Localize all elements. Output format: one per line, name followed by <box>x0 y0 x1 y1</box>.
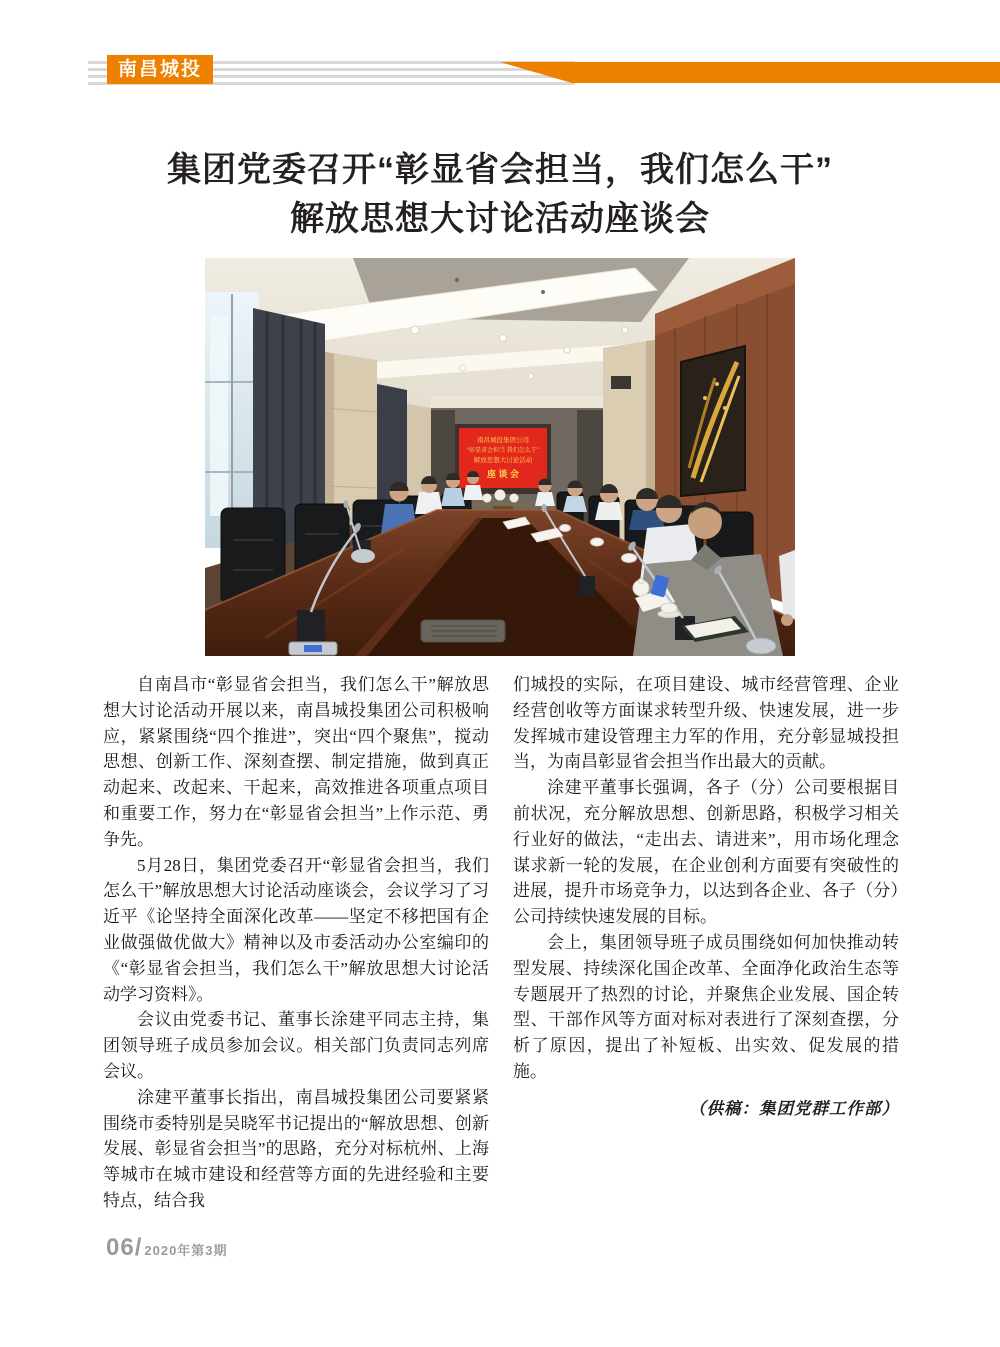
article-title-line1: 集团党委召开“彰显省会担当，我们怎么干” <box>167 151 833 189</box>
paragraph: 涂建平董事长指出，南昌城投集团公司要紧紧围绕市委特别是吴晓军书记提出的“解放思想、创新发展、彰显省会担当”的思路，充分对标杭州、上海等城市在城市建设和经营等方面的先进经验和主要特点，结合我 <box>103 1087 489 1210</box>
paragraph: 涂建平董事长强调，各子（分）公司要根据目前状况，充分解放思想、创新思路，积极学习相关行业好的做法，“走出去、请进来”，用市场化理念谋求新一轮的发展，在企业创利方面要有突破性的进展，提升市场竞争力，以达到各企业、各子（分）公司持续快速发展的目标。 <box>513 778 899 927</box>
footer-issue: 2020年第3期 <box>144 1243 228 1258</box>
header-orange-band <box>500 62 1000 83</box>
paragraph: 5月28日，集团党委召开“彰显省会担当，我们怎么干”解放思想大讨论活动座谈会，会议学习了习近平《论坚持全面深化改革——坚定不移把国有企业做强做优做大》精神以及市委活动办公室编印的《“彰显省会担当，我们怎么干”解放思想大讨论活动学习资料》。 <box>103 855 489 1004</box>
left-column <box>103 672 489 1214</box>
paragraph: 自南昌市“彰显省会担当，我们怎么干”解放思想大讨论活动开展以来，南昌城投集团公司积极响应，紧紧围绕“四个推进”，突出“四个聚焦”，搅动思想、创新工作、深刻查摆、制定措施，做到真正动起来、改起来、干起来，高效推进各项重点项目和重要工作，努力在“彰显省会担当”上作示范、勇争先。 <box>103 675 489 849</box>
screen-text-line: 解放思想大讨论活动 <box>473 457 533 464</box>
led-screen <box>455 424 551 494</box>
gold-painting <box>681 346 745 496</box>
wall-panel <box>611 376 631 389</box>
cable-hatch <box>421 620 505 642</box>
article-title <box>0 146 1000 244</box>
screen-text-line: 南昌城投集团公司 <box>477 437 529 444</box>
article-title-line2: 解放思想大讨论活动座谈会 <box>290 200 710 238</box>
right-column <box>513 672 899 1214</box>
section-badge: 南昌城投 <box>107 55 213 84</box>
footer-page-number: 06/ <box>106 1234 143 1261</box>
page-footer <box>106 1234 228 1262</box>
paragraph-continuation: 们城投的实际，在项目建设、城市经营管理、企业经营创收等方面谋求转型升级、快速发展，进一步发挥城市建设管理主力军的作用，充分彰显城投担当，为南昌彰显省会担当作出最大的贡献。 <box>513 675 899 772</box>
screen-text-line: “彰显省会担当 我们怎么干” <box>467 448 539 454</box>
byline: （供稿：集团党群工作部） <box>689 1098 899 1118</box>
article-body <box>103 672 900 1214</box>
paragraph: 会上，集团领导班子成员围绕如何加快推动转型发展、持续深化国企改革、全面净化政治生态等专题展开了热烈的讨论，并聚焦企业发展、国企转型、干部作风等方面对标对表进行了深刻查摆，分析了原因，提出了补短板、出实效、促发展的措施。 <box>513 932 899 1081</box>
screen-text-line: 座 谈 会 <box>486 469 520 479</box>
paragraph: 会议由党委书记、董事长涂建平同志主持，集团领导班子成员参加会议。相关部门负责同志列席会议。 <box>103 1010 489 1081</box>
meeting-photo <box>205 258 795 656</box>
